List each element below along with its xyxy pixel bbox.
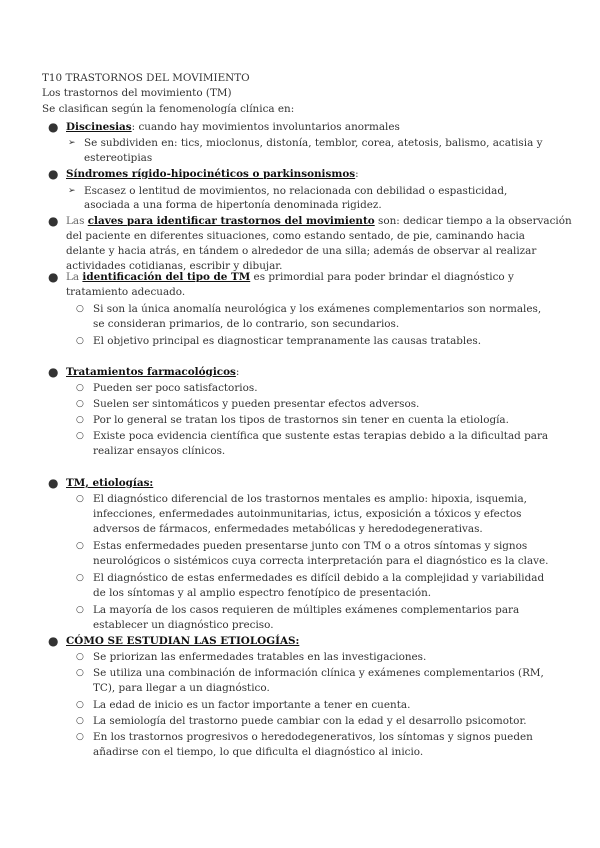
bullet-circle-icon: ○ (76, 494, 84, 504)
sub-item: La semiología del trastorno puede cambiar con la edad y el desarrollo psicomotor. (93, 715, 527, 727)
list-item-identificacion: La identificación del tipo de TM es primordial para poder brindar el diagnóstico y (66, 271, 514, 283)
section-heading: identificación del tipo de TM (82, 271, 251, 283)
bullet-circle-icon: ○ (76, 700, 84, 710)
intro-line: Se clasifican según la fenomenología clínica en: (42, 103, 295, 115)
bullet-circle-icon: ○ (76, 399, 84, 409)
sub-item: Se subdividen en: tics, mioclonus, distonía, temblor, corea, atetosis, balismo, acatisia y (84, 137, 543, 149)
list-item-discinesias: Discinesias: cuando hay movimientos involuntarios anormales (66, 121, 400, 133)
bullet-dot-icon: ● (48, 167, 59, 181)
sub-item: El objetivo principal es diagnosticar tempranamente las causas tratables. (93, 335, 482, 347)
paragraph-line: tratamiento adecuado. (66, 286, 186, 298)
sub-item: Pueden ser poco satisfactorios. (93, 382, 258, 394)
list-item-etiologias (66, 477, 153, 490)
bullet-circle-icon: ○ (76, 304, 84, 314)
section-heading: TM, etiologías: (66, 477, 154, 489)
bullet-circle-icon: ○ (76, 383, 84, 393)
paragraph-line: actividades cotidianas, escribir y dibujar. (66, 260, 283, 272)
section-heading: Discinesias (66, 121, 132, 133)
sub-item: Estas enfermedades pueden presentarse junto con TM o a otros síntomas y signos (93, 540, 528, 552)
sub-item-continuation: estereotipias (84, 152, 153, 164)
bullet-dot-icon: ● (48, 365, 59, 379)
bullet-circle-icon: ○ (76, 431, 84, 441)
bullet-circle-icon: ○ (76, 668, 84, 678)
list-item-como-se-estudian (66, 635, 299, 648)
paragraph-line: delante y hacia atrás, en tándem o alrededor de una silla; además de observar al realizar (66, 245, 537, 257)
list-item-tratamientos: Tratamientos farmacológicos: (66, 366, 240, 378)
section-heading: claves para identificar trastornos del movimiento (87, 215, 375, 227)
bullet-circle-icon: ○ (76, 732, 84, 742)
list-item-claves: Las claves para identificar trastornos del movimiento son: dedicar tiempo a la observación (66, 215, 572, 227)
section-heading: Tratamientos farmacológicos (66, 366, 236, 378)
bullet-circle-icon: ○ (76, 573, 84, 583)
bullet-circle-icon: ○ (76, 605, 84, 615)
sub-item: La mayoría de los casos requieren de múltiples exámenes complementarios para (93, 604, 520, 616)
intro-line: Los trastornos del movimiento (TM) (42, 87, 232, 99)
sub-item: Se priorizan las enfermedades tratables en las investigaciones. (93, 651, 427, 663)
list-item-sindromes: Síndromes rígido-hipocinéticos o parkinsonismos: (66, 168, 359, 180)
bullet-circle-icon: ○ (76, 336, 84, 346)
sub-item: En los trastornos progresivos o heredodegenerativos, los síntomas y signos pueden (93, 731, 533, 743)
bullet-dot-icon: ● (48, 634, 59, 648)
bullet-circle-icon: ○ (76, 541, 84, 551)
bullet-arrow-icon: ➢ (68, 138, 76, 148)
sub-item-continuation: de los síntomas y al amplio espectro fenotípico de presentación. (93, 587, 432, 599)
sub-item-continuation: TC), para llegar a un diagnóstico. (93, 682, 270, 694)
bullet-dot-icon: ● (48, 476, 59, 490)
sub-item: Existe poca evidencia científica que sustente estas terapias debido a la dificultad para (93, 430, 549, 442)
sub-item-continuation: neurológicos o sistémicos cuya correcta interpretación para el diagnóstico es la clave. (93, 555, 549, 567)
sub-item: Se utiliza una combinación de información clínica y exámenes complementarios (RM, (93, 667, 544, 679)
sub-item-continuation: se consideran primarios, de lo contrario, son secundarios. (93, 318, 400, 330)
bullet-circle-icon: ○ (76, 716, 84, 726)
section-heading: Síndromes rígido-hipocinéticos o parkinsonismos (66, 168, 356, 180)
paragraph-line: del paciente en diferentes situaciones, como estando sentado, de pie, caminando hacia (66, 230, 525, 242)
bullet-circle-icon: ○ (76, 652, 84, 662)
bullet-dot-icon: ● (48, 270, 59, 284)
section-heading: CÓMO SE ESTUDIAN LAS ETIOLOGÍAS: (66, 635, 300, 647)
sub-item-continuation: establecer un diagnóstico preciso. (93, 619, 274, 631)
sub-item: Si son la única anomalía neurológica y los exámenes complementarios son normales, (93, 303, 542, 315)
sub-item-continuation: añadirse con el tiempo, lo que dificulta el diagnóstico al inicio. (93, 746, 424, 758)
sub-item-continuation: realizar ensayos clínicos. (93, 445, 226, 457)
bullet-dot-icon: ● (48, 214, 59, 228)
sub-item: El diagnóstico de estas enfermedades es difícil debido a la complejidad y variabilidad (93, 572, 545, 584)
sub-item: La edad de inicio es un factor importante a tener en cuenta. (93, 699, 411, 711)
bullet-circle-icon: ○ (76, 415, 84, 425)
bullet-dot-icon: ● (48, 120, 59, 134)
sub-item-continuation: asociada a una forma de hipertonía denominada rigidez. (84, 199, 382, 211)
sub-item-continuation: infecciones, enfermedades autoinmunitarias, ictus, exposición a tóxicos y efectos (93, 508, 522, 520)
sub-item: El diagnóstico diferencial de los trastornos mentales es amplio: hipoxia, isquemia, (93, 493, 527, 505)
sub-item: Escasez o lentitud de movimientos, no relacionada con debilidad o espasticidad, (84, 185, 508, 197)
bullet-arrow-icon: ➢ (68, 186, 76, 196)
sub-item: Suelen ser sintomáticos y pueden presentar efectos adversos. (93, 398, 420, 410)
sub-item: Por lo general se tratan los tipos de trastornos sin tener en cuenta la etiología. (93, 414, 509, 426)
sub-item-continuation: adversos de fármacos, enfermedades metabólicas y heredodegenerativas. (93, 523, 483, 535)
document-title: T10 TRASTORNOS DEL MOVIMIENTO (42, 72, 250, 84)
